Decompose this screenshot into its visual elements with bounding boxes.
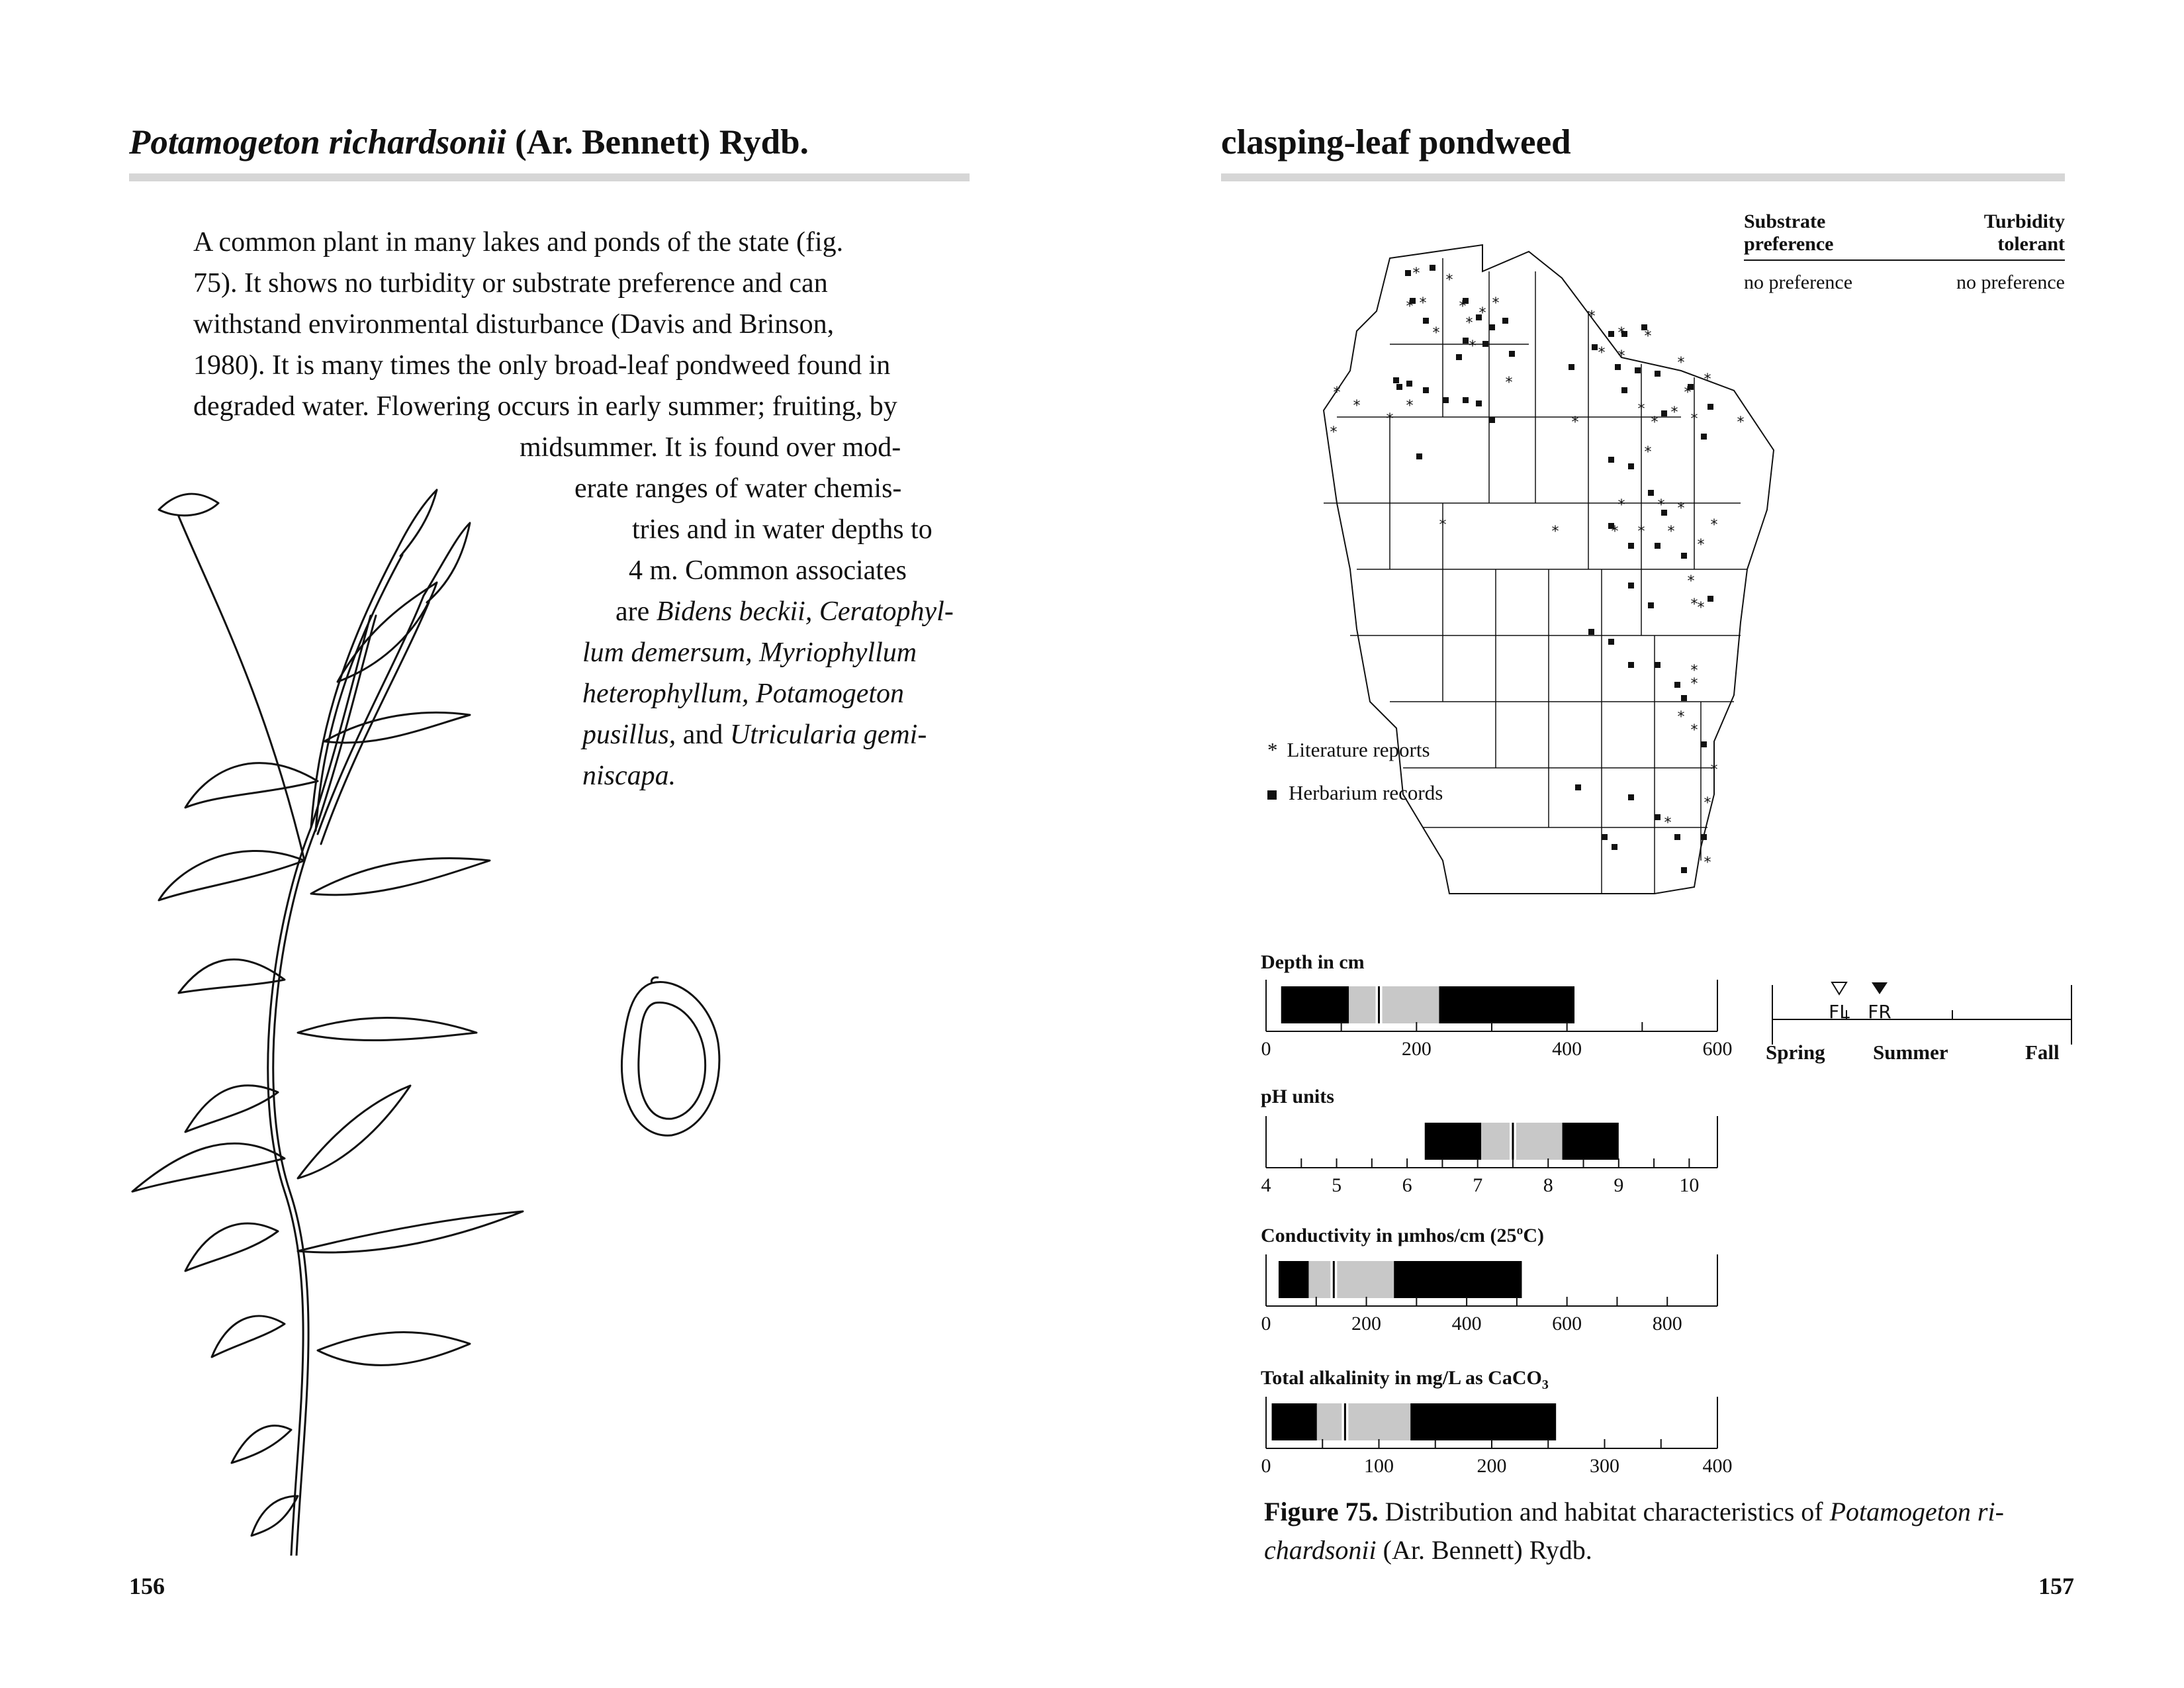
depth-chart: [1261, 980, 1764, 1072]
svg-text:*: *: [1737, 414, 1745, 431]
svg-text:*: *: [1617, 325, 1625, 342]
svg-text:*: *: [1432, 325, 1440, 342]
svg-text:*: *: [1704, 795, 1711, 812]
svg-text:*: *: [1637, 524, 1645, 540]
svg-text:*: *: [1469, 338, 1477, 355]
flower-label: FL: [1829, 1001, 1850, 1023]
svg-text:*: *: [1697, 600, 1705, 616]
tick-label: 0: [1261, 1313, 1271, 1335]
tick-label: 10: [1679, 1174, 1700, 1196]
svg-text:*: *: [1670, 404, 1678, 421]
svg-text:*: *: [1353, 398, 1361, 414]
right-page: [1092, 0, 2184, 1688]
svg-text:*: *: [1588, 308, 1596, 325]
svg-text:*: *: [1333, 385, 1341, 401]
season-spring: Spring: [1766, 1041, 1825, 1064]
tick-label: 400: [1552, 1038, 1582, 1060]
svg-text:*: *: [1465, 315, 1473, 332]
turbidity-label: Turbidity tolerant: [1983, 211, 2065, 255]
common-name-title: clasping-leaf pondweed: [1221, 123, 1571, 162]
body-line: withstand environmental disturbance (Davis and Brinson,: [193, 309, 835, 340]
ph-chart: [1261, 1116, 1764, 1209]
svg-text:*: *: [1667, 524, 1675, 540]
tick-label: 100: [1364, 1455, 1394, 1477]
svg-text:*: *: [1697, 537, 1705, 553]
svg-text:*: *: [1406, 299, 1414, 315]
svg-text:*: *: [1677, 355, 1685, 371]
tick-label: 8: [1543, 1174, 1553, 1196]
substrate-value: no preference: [1744, 271, 1853, 293]
tick-label: 200: [1477, 1455, 1507, 1477]
page-number: 157: [2038, 1573, 2074, 1599]
legend-literature: * Literature reports: [1267, 738, 1430, 761]
svg-text:*: *: [1439, 517, 1447, 534]
season-summer: Summer: [1873, 1041, 1948, 1064]
svg-text:*: *: [1459, 299, 1467, 315]
table-rule: [1744, 259, 2065, 261]
svg-text:*: *: [1690, 676, 1698, 692]
svg-text:*: *: [1571, 414, 1579, 431]
tick-label: 400: [1702, 1455, 1733, 1477]
svg-text:*: *: [1419, 295, 1427, 312]
figure-caption: Figure 75. Distribution and habitat characteristics of Potamogeton ri- chardsonii (Ar. Bennett) Rydb.: [1264, 1497, 2004, 1565]
svg-text:*: *: [1492, 295, 1500, 312]
svg-text:*: *: [1617, 348, 1625, 365]
body-line: tries and in water depths to: [632, 514, 933, 545]
body-line: 75). It shows no turbidity or substrate preference and can: [193, 268, 828, 299]
tick-label: 200: [1401, 1038, 1432, 1060]
fruiting-marker: [1872, 982, 1888, 994]
body-line: degraded water. Flowering occurs in early summer; fruiting, by: [193, 391, 897, 422]
alkalinity-chart: [1261, 1397, 1764, 1489]
svg-text:*: *: [1386, 411, 1394, 428]
page-number: 156: [129, 1573, 165, 1599]
svg-text:*: *: [1651, 414, 1659, 431]
svg-text:*: *: [1677, 500, 1685, 517]
range-full-bar: [1272, 1403, 1557, 1440]
tick-label: 400: [1451, 1313, 1482, 1335]
median-line: [1344, 1403, 1346, 1440]
median-line: [1512, 1123, 1514, 1160]
tick-label: 9: [1614, 1174, 1624, 1196]
range-middle-bar: [1481, 1123, 1563, 1160]
tick-label: 600: [1702, 1038, 1733, 1060]
svg-text:*: *: [1704, 371, 1711, 388]
chart-title-conductivity: Conductivity in µmhos/cm (25ºC): [1261, 1225, 1545, 1246]
tick-label: 300: [1590, 1455, 1619, 1477]
chart-title-depth: Depth in cm: [1261, 951, 1365, 973]
conductivity-chart: [1261, 1254, 1764, 1347]
tick-label: 600: [1552, 1313, 1582, 1335]
body-line: are Bidens beckii, Ceratophyl-: [615, 596, 954, 627]
body-line: 4 m. Common associates: [629, 555, 907, 586]
svg-text:*: *: [1644, 444, 1652, 461]
body-line: lum demersum, Myriophyllum: [582, 637, 917, 668]
chart-title-alkalinity: Total alkalinity in mg/L as CaCO$_3$: [1261, 1367, 1549, 1392]
svg-text:*: *: [1445, 272, 1453, 289]
svg-text:*: *: [1412, 265, 1420, 282]
svg-text:*: *: [1598, 345, 1606, 361]
plant-illustration: [119, 463, 596, 1556]
tick-label: 200: [1351, 1313, 1382, 1335]
svg-text:*: *: [1690, 596, 1698, 613]
chart-title-ph: pH units: [1261, 1086, 1334, 1107]
body-line: 1980). It is many times the only broad-leaf pondweed found in: [193, 350, 891, 381]
body-line: pusillus, and Utricularia gemi-: [582, 720, 927, 750]
seed-illustration: [612, 976, 731, 1142]
svg-text:*: *: [1330, 424, 1338, 441]
svg-text:*: *: [1677, 709, 1685, 726]
svg-text:*: *: [1406, 398, 1414, 414]
svg-text:*: *: [1687, 573, 1695, 590]
svg-text:*: *: [1637, 401, 1645, 418]
range-middle-bar: [1349, 986, 1439, 1023]
svg-text:*: *: [1505, 375, 1513, 391]
turbidity-value: no preference: [1956, 271, 2065, 293]
svg-text:*: *: [1479, 305, 1486, 322]
tick-label: 4: [1261, 1174, 1271, 1196]
header-rule: [1221, 173, 2065, 181]
tick-label: 7: [1473, 1174, 1483, 1196]
svg-text:*: *: [1704, 855, 1711, 871]
tick-label: 0: [1261, 1455, 1271, 1477]
tick-label: 6: [1402, 1174, 1412, 1196]
svg-text:*: *: [1551, 524, 1559, 540]
tick-label: 5: [1332, 1174, 1342, 1196]
body-line: erate ranges of water chemis-: [574, 473, 902, 504]
range-middle-bar: [1308, 1261, 1394, 1298]
substrate-label: Substrate preference: [1744, 211, 1834, 255]
body-line: midsummer. It is found over mod-: [520, 432, 901, 463]
svg-text:*: *: [1684, 385, 1692, 401]
svg-text:*: *: [1690, 411, 1698, 428]
median-line: [1333, 1261, 1335, 1298]
svg-text:*: *: [1664, 815, 1672, 831]
fruit-label: FR: [1868, 1001, 1891, 1023]
legend-herbarium: Herbarium records: [1267, 781, 1443, 805]
svg-text:*: *: [1690, 722, 1698, 739]
flowering-marker: [1832, 982, 1846, 994]
species-title: Potamogeton richardsonii (Ar. Bennett) Rydb.: [129, 123, 809, 162]
header-rule: [129, 173, 970, 181]
svg-text:*: *: [1617, 497, 1625, 514]
body-line: A common plant in many lakes and ponds of the state (fig.: [193, 227, 844, 258]
tick-label: 0: [1261, 1038, 1271, 1060]
median-line: [1378, 986, 1380, 1023]
season-fall: Fall: [2025, 1041, 2060, 1064]
distribution-map: [1310, 199, 1787, 927]
svg-text:*: *: [1611, 524, 1619, 540]
body-line: heterophyllum, Potamogeton: [582, 679, 905, 709]
tick-label: 800: [1652, 1313, 1682, 1335]
svg-text:*: *: [1657, 497, 1665, 514]
svg-text:*: *: [1644, 328, 1652, 345]
svg-text:*: *: [1690, 663, 1698, 679]
range-middle-bar: [1317, 1403, 1411, 1440]
svg-text:*: *: [1710, 762, 1718, 778]
body-line: niscapa.: [582, 761, 676, 791]
svg-text:*: *: [1710, 517, 1718, 534]
